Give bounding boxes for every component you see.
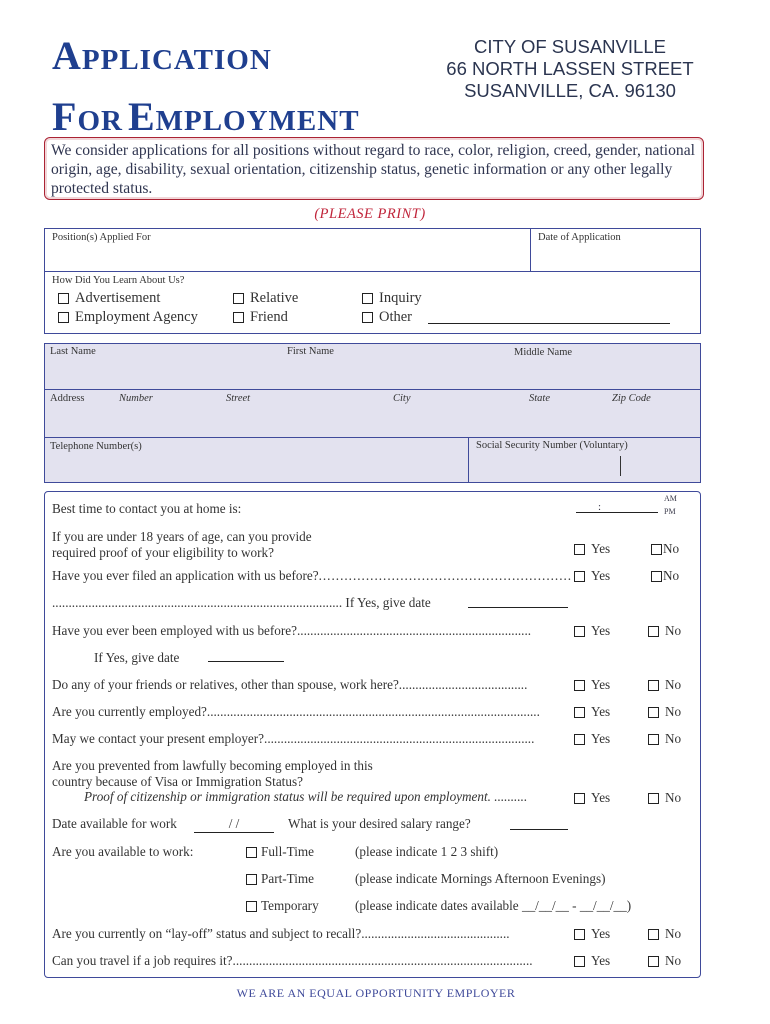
position-label: Position(s) Applied For xyxy=(52,232,151,243)
telephone-input[interactable] xyxy=(50,455,460,479)
currently-employed-yes[interactable]: Yes xyxy=(574,704,610,720)
currently-employed-no[interactable]: No xyxy=(648,704,681,720)
checkbox-friend[interactable]: Friend xyxy=(233,309,288,326)
checkbox-employment-agency[interactable]: Employment Agency xyxy=(58,309,198,326)
am-option[interactable]: AM xyxy=(664,494,677,503)
salary-label: What is your desired salary range? xyxy=(288,816,471,831)
zip-label: Zip Code xyxy=(612,393,651,404)
checkbox-part-time[interactable]: Part-Time xyxy=(246,871,314,887)
employed-before-yes[interactable]: Yes xyxy=(574,623,610,639)
temporary-dates-input[interactable]: __/__/__ - __/__/__) xyxy=(521,898,632,913)
layoff-label: Are you currently on “lay-off” status and subject to recall?............................................. xyxy=(52,926,510,941)
visa-no[interactable]: No xyxy=(648,790,681,806)
learn-label: How Did You Learn About Us? xyxy=(52,275,185,286)
employed-date-input[interactable] xyxy=(208,661,284,662)
filed-date-input[interactable] xyxy=(468,607,568,608)
ssn-label: Social Security Number (Voluntary) xyxy=(476,440,628,451)
employed-before-no[interactable]: No xyxy=(648,623,681,639)
state-label: State xyxy=(529,393,550,404)
filed-date-label: ........................................................................................ If Yes, give date xyxy=(52,595,431,610)
checkbox-other[interactable]: Other xyxy=(362,309,412,326)
form-title: APPLICATION FOR EMPLOYMENT xyxy=(52,33,360,139)
friends-relatives-yes[interactable]: Yes xyxy=(574,677,610,693)
employed-date-label: If Yes, give date xyxy=(94,650,180,665)
checkbox-advertisement[interactable]: Advertisement xyxy=(58,290,160,307)
please-print: (PLEASE PRINT) xyxy=(314,206,426,222)
temporary-note: (please indicate dates available __/__/__ - __/__/__) xyxy=(355,898,632,913)
visa-label: Are you prevented from lawfully becoming employed in this country because of Visa or Immigration Status? Proof of citizenship or immigration status will be required upon employment. .......... xyxy=(52,758,528,804)
other-input[interactable] xyxy=(428,323,670,324)
filed-before-no[interactable]: No xyxy=(651,568,679,584)
date-available-label: Date available for work xyxy=(52,816,177,831)
checkbox-full-time[interactable]: Full-Time xyxy=(246,844,314,860)
employed-before-label: Have you ever been employed with us before?....................................................................... xyxy=(52,623,532,638)
contact-employer-no[interactable]: No xyxy=(648,731,681,747)
city-label: City xyxy=(393,393,411,404)
city-address: CITY OF SUSANVILLE 66 NORTH LASSEN STREET SUSANVILLE, CA. 96130 xyxy=(446,36,694,101)
eeo-notice: We consider applications for all positions without regard to race, color, religion, creed, gender, national origin, age, disability, sexual orientation, citizenship status, genetic information or any other legally protected status. xyxy=(44,137,704,200)
friends-relatives-no[interactable]: No xyxy=(648,677,681,693)
number-label: Number xyxy=(119,393,153,404)
middle-name-label: Middle Name xyxy=(514,347,573,358)
full-time-note: (please indicate 1 2 3 shift) xyxy=(355,844,499,859)
name-input[interactable] xyxy=(50,360,695,385)
currently-employed-label: Are you currently employed?..................................................................................................... xyxy=(52,704,540,719)
under18-label: If you are under 18 years of age, can you provide required proof of your eligibility to work? xyxy=(52,529,312,560)
best-time-input[interactable] xyxy=(576,512,658,513)
best-time-label: Best time to contact you at home is: xyxy=(52,501,242,516)
ssn-input[interactable] xyxy=(476,455,694,479)
layoff-yes[interactable]: Yes xyxy=(574,926,610,942)
under18-yes[interactable]: Yes xyxy=(574,541,610,557)
contact-employer-yes[interactable]: Yes xyxy=(574,731,610,747)
date-application-label: Date of Application xyxy=(538,232,621,243)
footer-eeo: WE ARE AN EQUAL OPPORTUNITY EMPLOYER xyxy=(236,986,516,1000)
date-application-input[interactable] xyxy=(538,245,693,267)
filed-before-label: Have you ever filed an application with us before?........................................................... xyxy=(52,568,573,583)
contact-employer-label: May we contact your present employer?.................................................................................. xyxy=(52,731,535,746)
telephone-label: Telephone Number(s) xyxy=(50,441,142,452)
last-name-label: Last Name xyxy=(50,346,96,357)
salary-input[interactable] xyxy=(510,829,568,830)
position-input[interactable] xyxy=(52,245,522,267)
travel-yes[interactable]: Yes xyxy=(574,953,610,969)
checkbox-temporary[interactable]: Temporary xyxy=(246,898,319,914)
checkbox-inquiry[interactable]: Inquiry xyxy=(362,290,422,307)
visa-yes[interactable]: Yes xyxy=(574,790,610,806)
travel-label: Can you travel if a job requires it?........................................................................................... xyxy=(52,953,533,968)
street-label: Street xyxy=(226,393,251,404)
address-input[interactable] xyxy=(50,406,695,434)
part-time-note: (please indicate Mornings Afternoon Evenings) xyxy=(355,871,606,886)
pm-option[interactable]: PM xyxy=(664,507,676,516)
filed-before-yes[interactable]: Yes xyxy=(574,568,610,584)
travel-no[interactable]: No xyxy=(648,953,681,969)
friends-relatives-label: Do any of your friends or relatives, other than spouse, work here?....................................... xyxy=(52,677,528,692)
under18-no[interactable]: No xyxy=(651,541,679,557)
first-name-label: First Name xyxy=(287,346,334,357)
date-available-input[interactable]: / / xyxy=(194,816,274,833)
checkbox-relative[interactable]: Relative xyxy=(233,290,298,307)
layoff-no[interactable]: No xyxy=(648,926,681,942)
address-label: Address xyxy=(50,393,85,404)
available-to-work-label: Are you available to work: xyxy=(52,844,194,859)
